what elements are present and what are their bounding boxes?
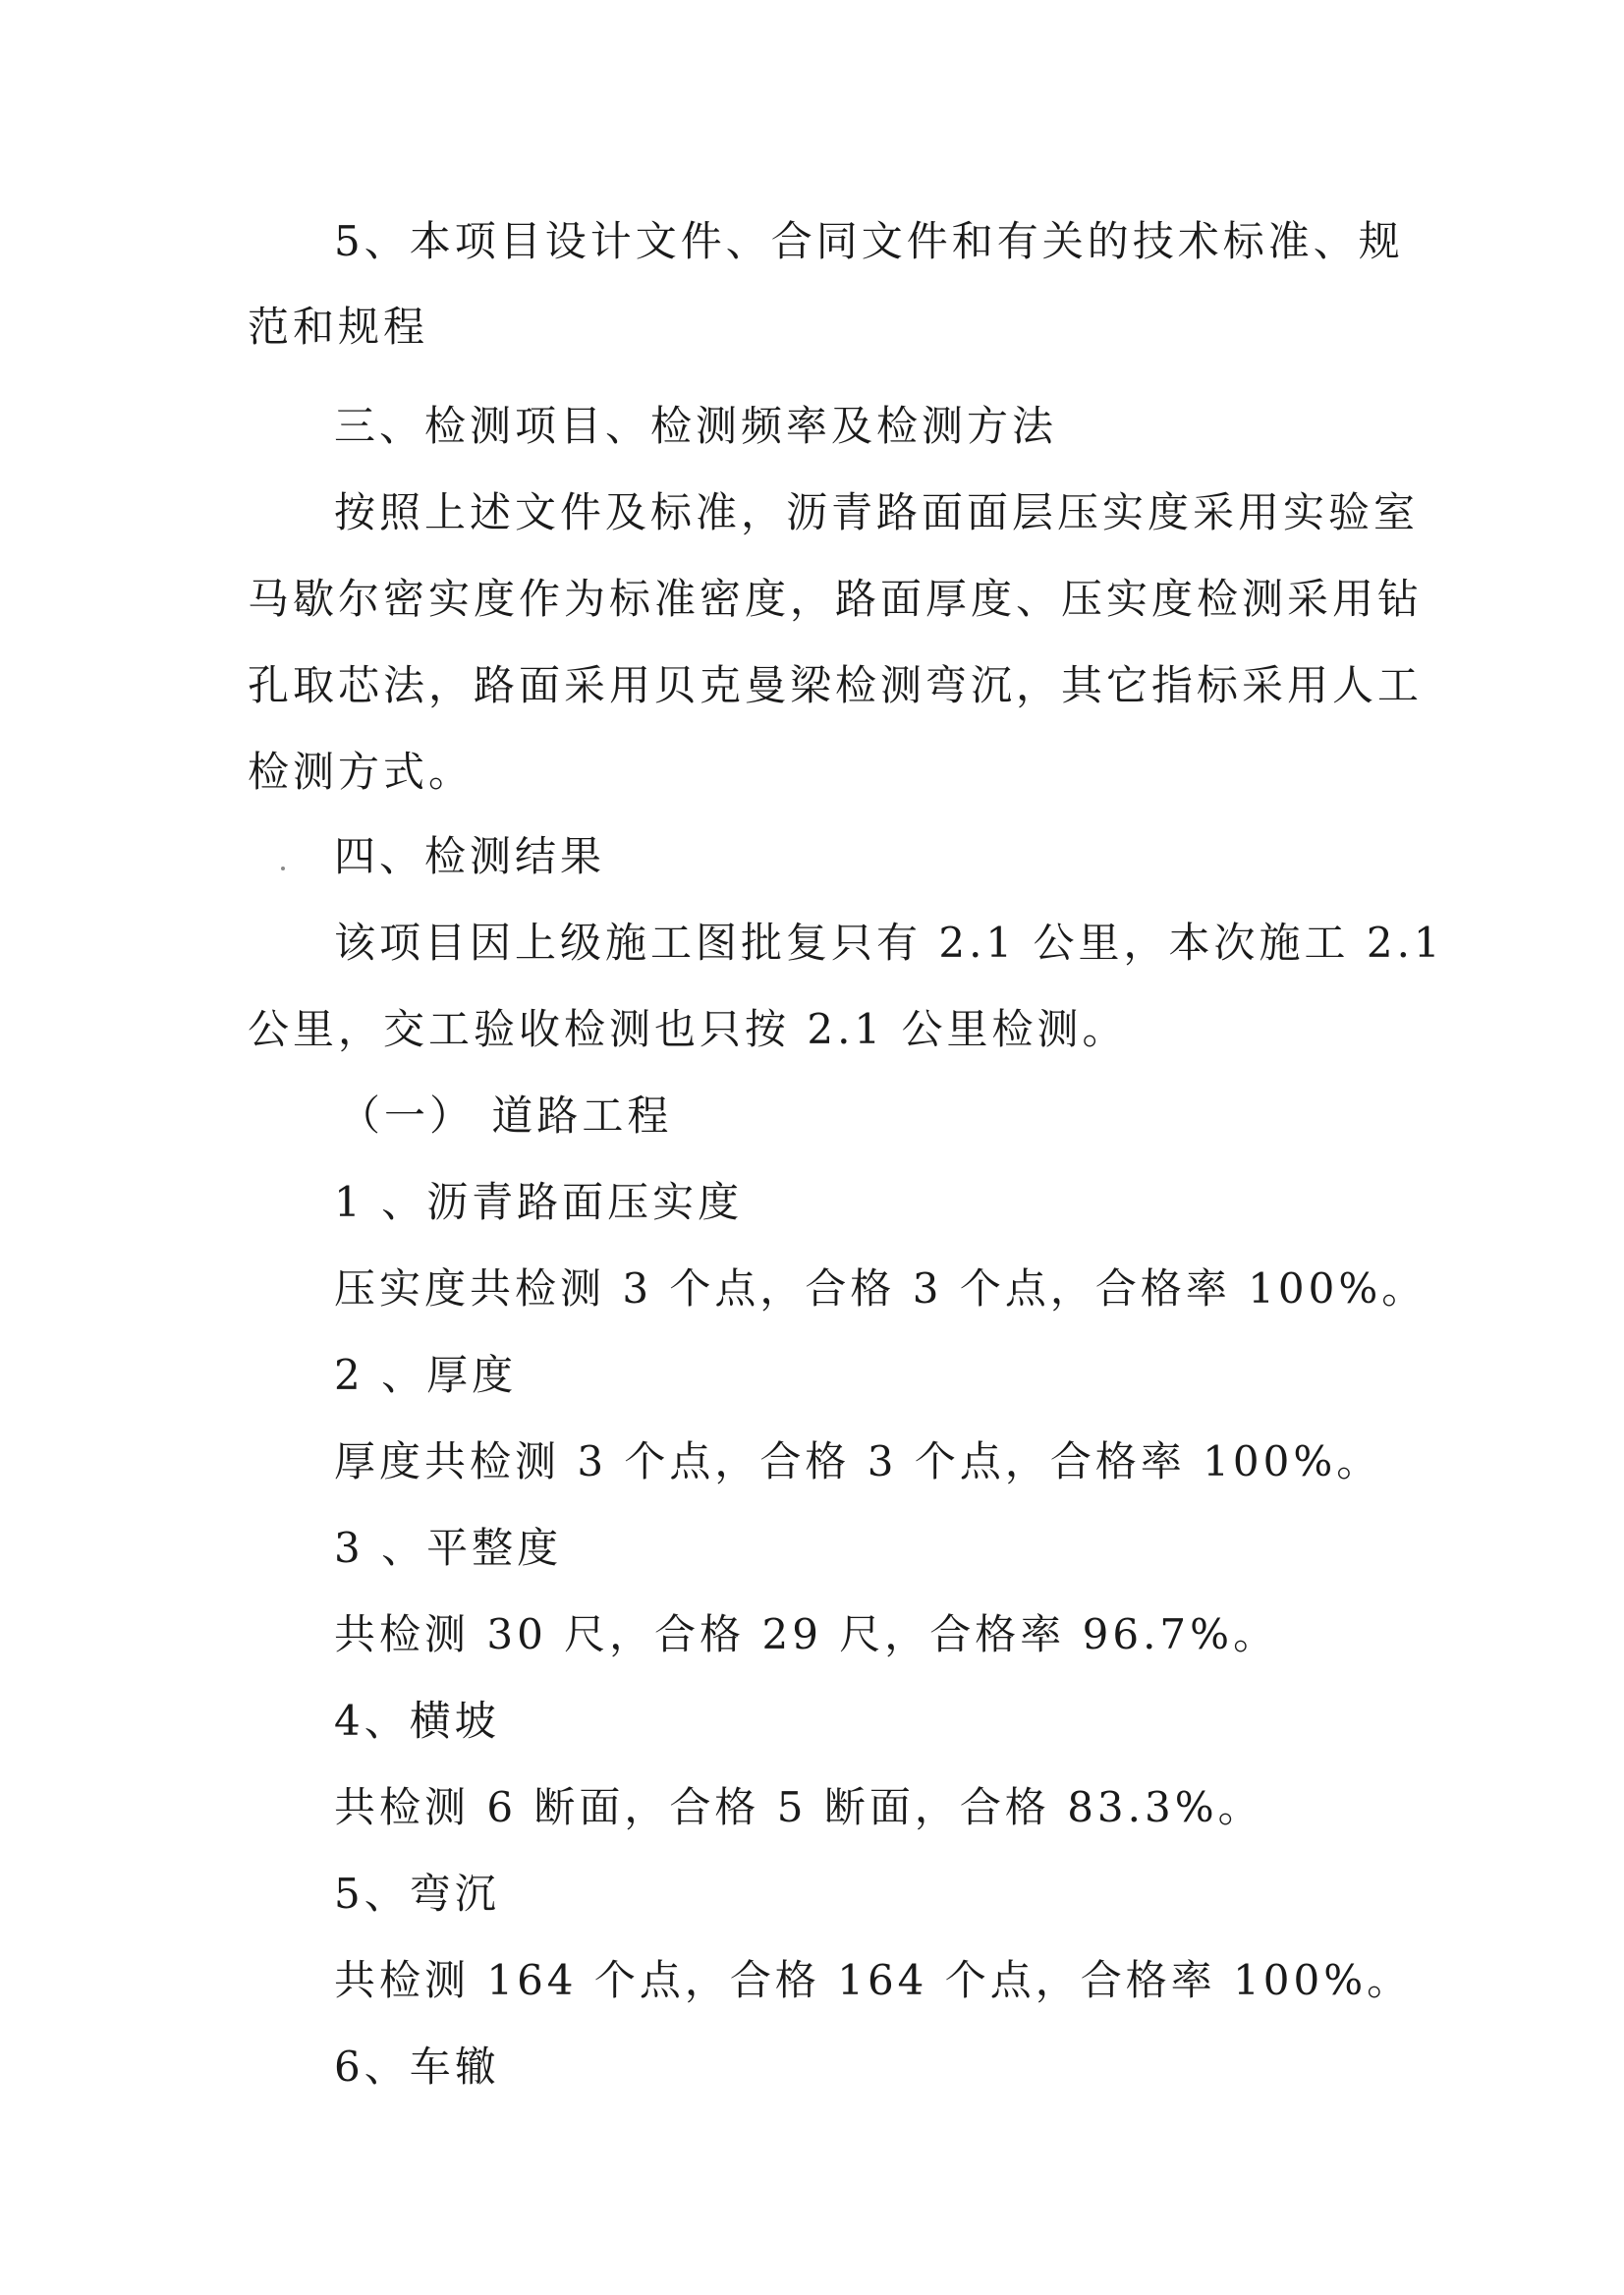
result-cross-slope: 共检测 6 断面，合格 5 断面，合格 83.3%。 [334,1783,1263,1831]
item-heading-compaction: 1 、沥青路面压实度 [334,1178,744,1226]
paragraph-test-methods-line-4: 检测方式。 [248,748,475,796]
section-heading-test-results: 四、检测结果 [334,832,606,880]
list-item-design-documents: 5、本项目设计文件、合同文件和有关的技术标准、规 [334,217,1404,265]
scan-speck [281,867,285,870]
paragraph-scope-line-1: 该项目因上级施工图批复只有 2.1 公里，本次施工 2.1 [334,919,1444,967]
result-flatness: 共检测 30 尺，合格 29 尺，合格率 96.7%。 [334,1610,1279,1658]
item-heading-thickness: 2 、厚度 [334,1351,518,1399]
result-thickness: 厚度共检测 3 个点，合格 3 个点，合格率 100%。 [334,1437,1382,1485]
paragraph-test-methods-line-1: 按照上述文件及标准，沥青路面面层压实度采用实验室 [334,488,1420,536]
paragraph-test-methods-line-3: 孔取芯法，路面采用贝克曼梁检测弯沉，其它指标采用人工 [248,661,1424,709]
result-compaction: 压实度共检测 3 个点，合格 3 个点，合格率 100%。 [334,1264,1428,1313]
paragraph-test-methods-line-2: 马歇尔密实度作为标准密度，路面厚度、压实度检测采用钻 [248,575,1424,623]
item-heading-rutting: 6、车辙 [334,2043,500,2091]
result-deflection: 共检测 164 个点，合格 164 个点，合格率 100%。 [334,1956,1413,2004]
paragraph-scope-line-2: 公里，交工验收检测也只按 2.1 公里检测。 [248,1005,1128,1053]
section-heading-test-items: 三、检测项目、检测频率及检测方法 [334,402,1058,450]
item-heading-deflection: 5、弯沉 [334,1870,500,1918]
item-heading-cross-slope: 4、横坡 [334,1697,500,1745]
list-item-design-documents-continued: 范和规程 [248,303,429,351]
item-heading-flatness: 3 、平整度 [334,1524,563,1572]
subsection-heading-road-works: （一） 道路工程 [339,1092,673,1140]
